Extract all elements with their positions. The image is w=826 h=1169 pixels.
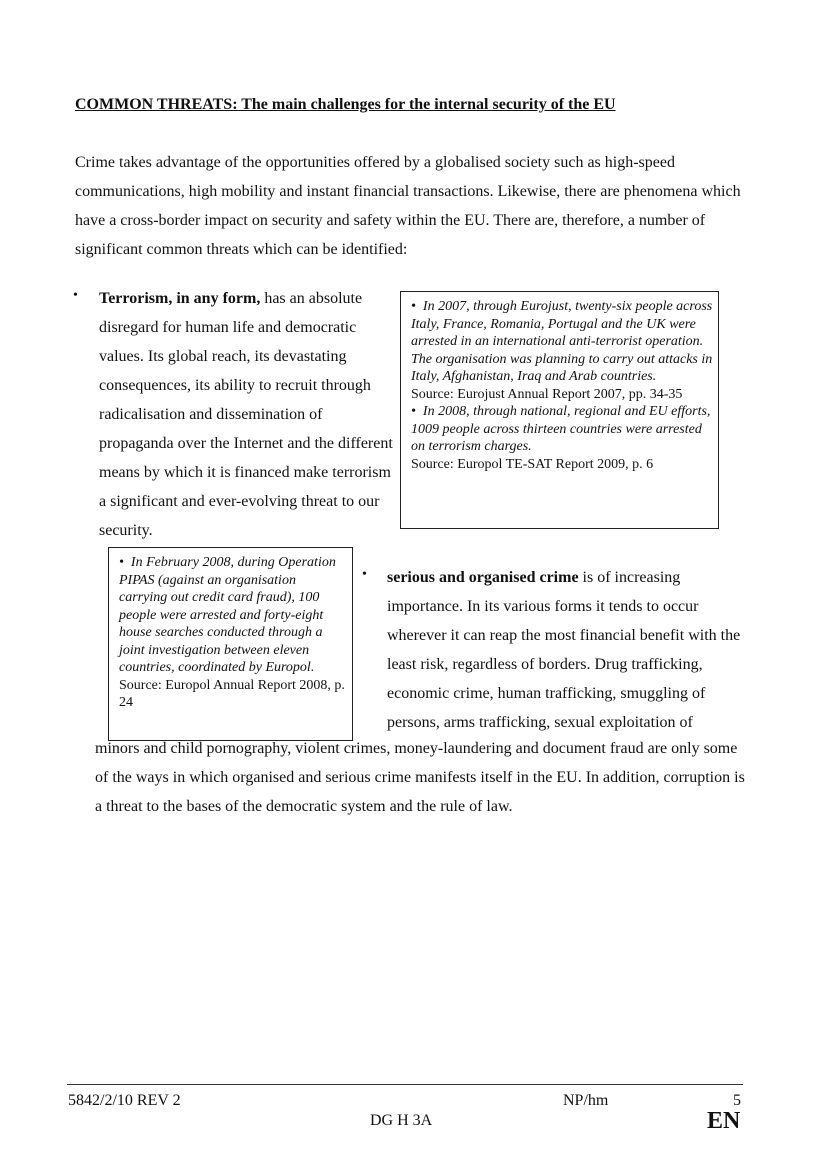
box1-source-1: Source: Eurojust Annual Report 2007, pp. 34-35 — [411, 386, 683, 402]
box1-item-2: In 2008, through national, regional and EU efforts, 1009 people across thirteen countries were arrested on terrorism charges. — [411, 404, 711, 454]
footer-language: EN — [707, 1108, 741, 1134]
box2-item: In February 2008, during Operation PIPAS (against an organisation carrying out credit card fraud), 100 people were arrested and forty-eight house searches conducted through a joint investigation between eleven countries, coordinated by Europol. — [119, 555, 336, 675]
box1-item-1: In 2007, through Eurojust, twenty-six people across Italy, France, Romania, Portugal and the UK were arrested in an international anti-terrorist operation. The organisation was planning to carry out attacks in Italy, Afghanistan, Iraq and Arab countries. — [411, 299, 713, 384]
footer-initials: NP/hm — [563, 1092, 609, 1109]
box2-source: Source: Europol Annual Report 2008, p. 24 — [119, 677, 345, 710]
intro-paragraph: Crime takes advantage of the opportunities offered by a globalised society such as high-speed communications, high mobility and instant financial transactions. Likewise, there are phenomena which have a cross-border impact on security and safety within the EU. There are, therefore, a number of significant common threats which can be identified: — [75, 154, 741, 258]
footer-page-number: 5 — [733, 1092, 741, 1109]
bullet-terrorism: • — [73, 288, 78, 303]
box1-source-2: Source: Europol TE-SAT Report 2009, p. 6 — [411, 456, 654, 472]
terrorism-paragraph — [99, 284, 399, 545]
organised-crime-text: is of increasing importance. In its various forms it tends to occur wherever it can reap the most financial benefit with the least risk, regardless of borders. Drug trafficking, economic crime, human trafficking, smuggling of persons, arms trafficking, sexual exploitation of — [387, 569, 741, 731]
organised-crime-continuation: minors and child pornography, violent crimes, money-laundering and document fraud are only some of the ways in which organised and serious crime manifests itself in the EU. In addition, corruption is a threat to the bases of the democratic system and the rule of law. — [95, 740, 745, 815]
section-heading: COMMON THREATS: The main challenges for the internal security of the EU — [75, 96, 616, 113]
footer-department: DG H 3A — [370, 1112, 433, 1129]
footer-divider — [67, 1084, 743, 1085]
footer-doc-ref: 5842/2/10 REV 2 — [68, 1092, 181, 1109]
organised-crime-paragraph — [387, 563, 747, 737]
organised-crime-example-box: • In February 2008, during Operation PIPAS (against an organisation carrying out credit card fraud), 100 people were arrested and forty-eight house searches conducted through a joint investigation between eleven countries, coordinated by Europol. Source: Europol Annual Report 2008, p. 24 — [108, 547, 353, 741]
organised-crime-lead: serious and organised crime — [387, 569, 579, 586]
terrorism-text: has an absolute disregard for human life and democratic values. Its global reach, its devastating consequences, its ability to recruit through radicalisation and dissemination of propaganda over the Internet and the different means by which it is financed make terrorism a significant and ever-evolving threat to our security. — [99, 290, 393, 539]
bullet-organised-crime: • — [362, 567, 367, 582]
terrorism-lead: Terrorism, in any form, — [99, 290, 261, 307]
terrorism-example-box: • In 2007, through Eurojust, twenty-six people across Italy, France, Romania, Portugal and the UK were arrested in an international anti-terrorist operation. The organisation was planning to carry out attacks in Italy, Afghanistan, Iraq and Arab countries. Source: Eurojust Annual Report 2007, pp. 34-35 • In 2008, through national, regional and EU efforts, 1009 people across thirteen countries were arrested on terrorism charges. Source: Europol TE-SAT Report 2009, p. 6 — [400, 291, 719, 529]
